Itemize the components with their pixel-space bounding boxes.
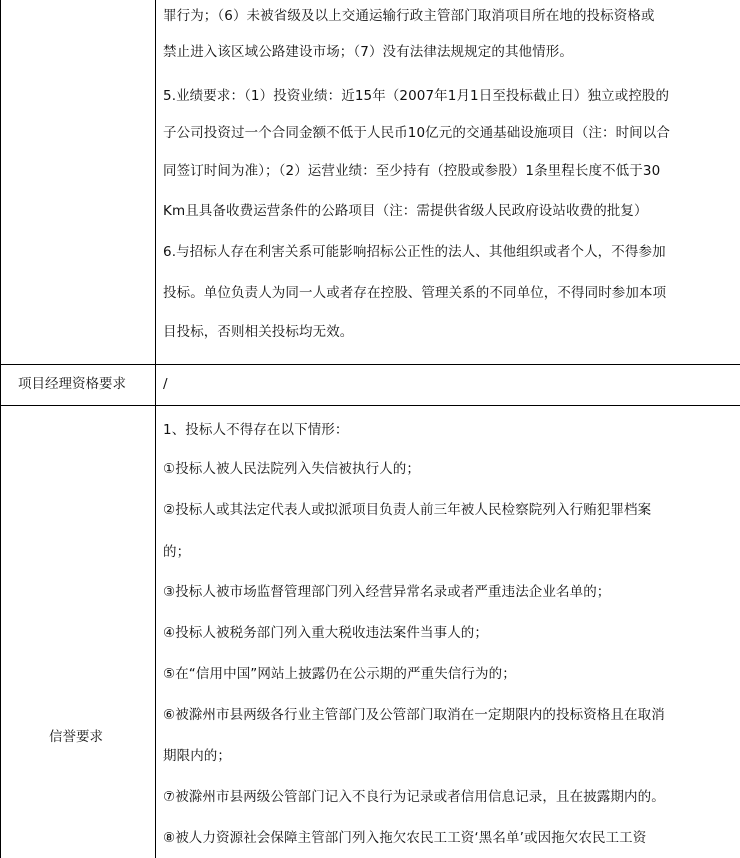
text-line: 同签订时间为准）；（2）运营业绩：至少持有（控股或参股）1条里程长度不低于30 <box>163 163 661 179</box>
text-line: 子公司投资过一个合同金额不低于人民币10亿元的交通基础设施项目（注：时间以合 <box>163 125 670 141</box>
text-line: ⑤在“信用中国”网站上披露仍在公示期的严重失信行为的； <box>163 666 516 682</box>
text-line: ②投标人或其法定代表人或拟派项目负责人前三年被人民检察院列入行贿犯罪档案 <box>163 502 652 518</box>
row-divider <box>0 405 740 406</box>
text-line: ④投标人被税务部门列入重大税收违法案件当事人的； <box>163 625 489 641</box>
table-column-divider <box>155 0 156 858</box>
text-line: 6.与招标人存在利害关系可能影响招标公正性的法人、其他组织或者个人，不得参加 <box>163 244 666 260</box>
text-line: ③投标人被市场监督管理部门列入经营异常名录或者严重违法企业名单的； <box>163 584 611 600</box>
text-line: 期限内的； <box>163 748 231 764</box>
pm-qualification-value: / <box>163 376 168 392</box>
text-line: 禁止进入该区域公路建设市场；（7）没有法律法规规定的其他情形。 <box>163 44 573 60</box>
text-line: ⑧被人力资源社会保障主管部门列入拖欠农民工工资‘黑名单’或因拖欠农民工工资 <box>163 830 647 846</box>
text-line: Km且具备收费运营条件的公路项目（注：需提供省级人民政府设站收费的批复） <box>163 203 648 219</box>
text-line: 1、投标人不得存在以下情形： <box>163 422 349 438</box>
table-border-left <box>0 0 1 858</box>
text-line: ⑦被滁州市县两级公管部门记入不良行为记录或者信用信息记录，且在披露期内的。 <box>163 789 665 805</box>
text-line: ①投标人被人民法院列入失信被执行人的； <box>163 461 421 477</box>
text-line: 罪行为；（6）未被省级及以上交通运输行政主管部门取消项目所在地的投标资格或 <box>163 8 655 24</box>
text-line: 5.业绩要求：（1）投资业绩：近15年（2007年1月1日至投标截止日）独立或控股的 <box>163 88 670 104</box>
row-divider <box>0 364 740 365</box>
text-line: 投标。单位负责人为同一人或者存在控股、管理关系的不同单位，不得同时参加本项 <box>163 285 667 301</box>
text-line: ⑥被滁州市县两级各行业主管部门及公管部门取消在一定期限内的投标资格且在取消 <box>163 707 665 723</box>
pm-qualification-label: 项目经理资格要求 <box>18 376 126 392</box>
credit-label: 信誉要求 <box>49 729 103 745</box>
text-line: 的； <box>163 544 191 560</box>
text-line: 目投标，否则相关投标均无效。 <box>163 324 354 340</box>
